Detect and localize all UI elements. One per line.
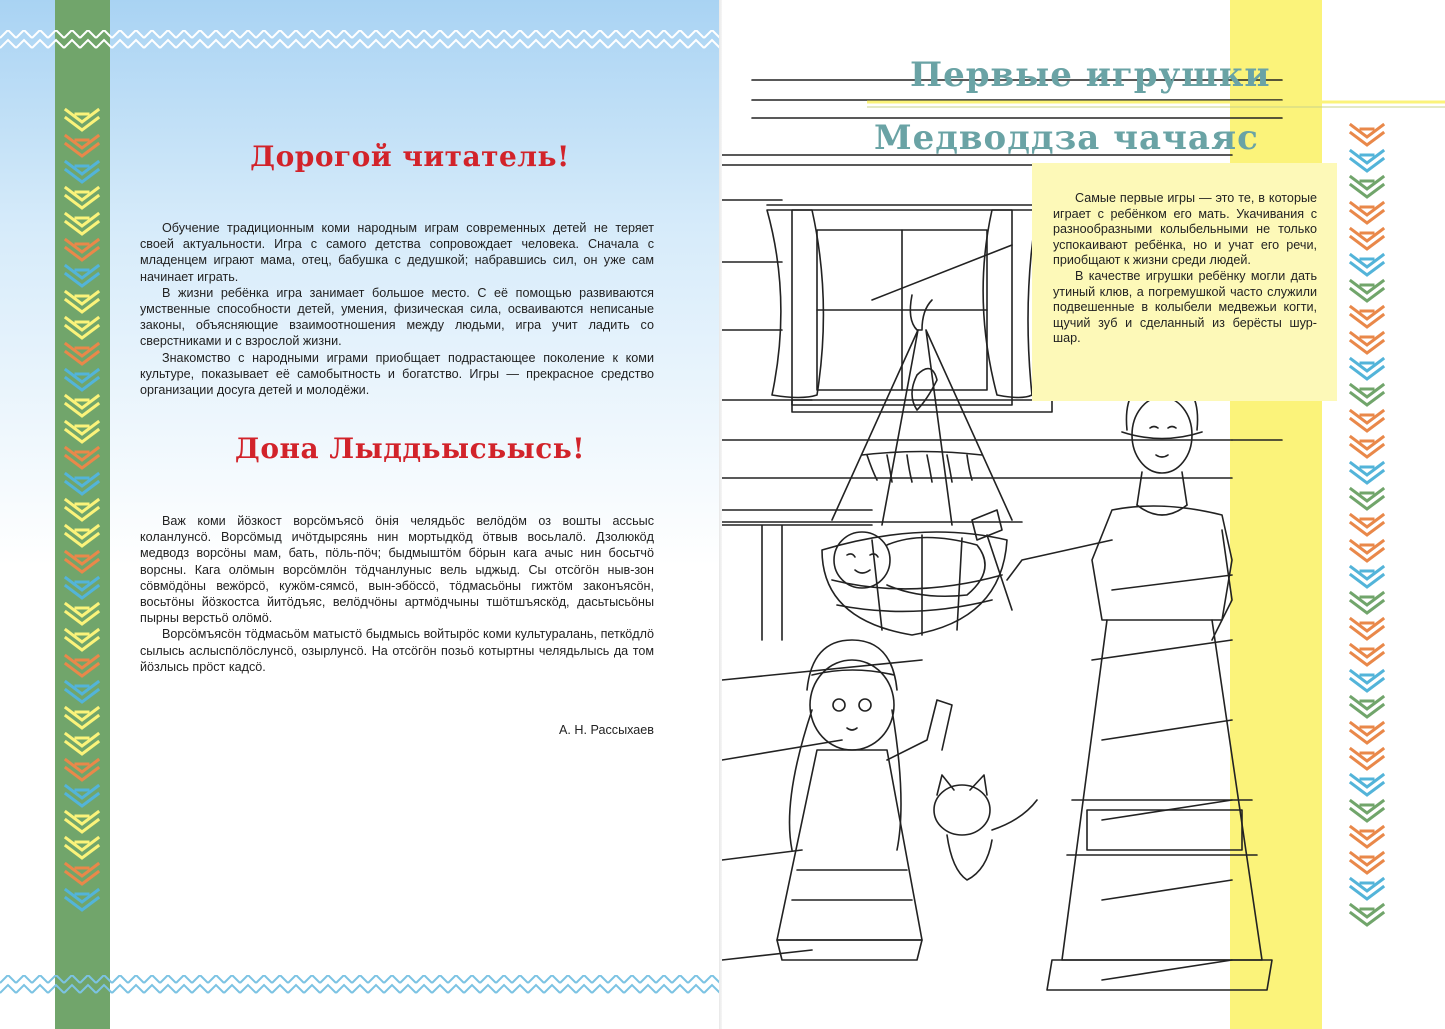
heading-russian: Дорогой читатель! [250, 140, 570, 173]
komi-paragraph: Ворсӧмъясӧн тӧдмасьӧм матыстӧ быдмысь войтырӧс коми культуралань, петкӧдлӧ сылысь аслыспӧлӧслунсӧ, озырлунсӧ. На отсӧгӧн позьӧ котыртны челядьлысь да том йӧзлысь прӧст кадсӧ. [140, 627, 654, 674]
left-page [0, 0, 722, 1029]
russian-text [140, 220, 654, 398]
info-paragraph: Самые первые игры — это те, в которые играет с ребёнком его мать. Укачивания с разнообразными колыбельными не только успокаивают ребёнка, но и учат его речи, приобщают к жизни среди людей. [1053, 191, 1317, 268]
title-russian: Первые игрушки [910, 55, 1271, 95]
right-page [722, 0, 1445, 1029]
russian-paragraph: В жизни ребёнка игра занимает большое место. С её помощью развиваются умственные способности детей, умения, физическая сила, осваиваются неписаные законы, объясняющие взаимоотношения между людьми, игра учит ладить со сверстниками и с взрослой жизни. [140, 285, 654, 349]
title-komi: Медводдза чачаяс [874, 118, 1259, 158]
wave-border-top [0, 30, 722, 60]
komi-paragraph: Важ коми йӧзкост ворсӧмъясӧ ӧнія челядьӧс велӧдӧм оз вошты ассьыс коланлунсӧ. Ворсӧмыд ичӧтдырсянь нин мортыдкӧд ӧтвыв восьлалӧ. Дзолюкӧд медводз ворсӧны мам, бать, пӧль-пӧч; быдмыштӧм бӧрын кага ачыс нин босьтчӧ ворсны. Кага олӧмын ворсӧмлӧн тӧдчанлуныс вель ыджыд. Сы отсӧгӧн ныв-зон сӧвмӧдӧны вежӧрсӧ, кужӧм-сямсӧ, вын-эбӧссӧ, тӧдмасьӧны гижтӧм законъясӧн, восьтӧны йӧзкостса йитӧдъяс, велӧдчӧны артмӧдчыны тшӧтшъяскӧд, дасьтысьӧны пырны верстьӧ олӧмӧ. [140, 514, 654, 626]
russian-paragraph: Знакомство с народными играми приобщает подрастающее поколение к коми культуре, показывает её самобытность и богатство. Игры — прекрасное средство организации досуга детей и молодёжи. [140, 350, 654, 398]
heading-komi: Дона Лыддьысьысь! [234, 432, 586, 465]
author: А. Н. Рассыхаев [559, 723, 654, 737]
info-paragraph: В качестве игрушки ребёнку могли дать утиный клюв, а погремушкой часто служили подвешенные в колыбели медвежьи когти, щучий зуб и сделанный из берёсты шур-шар. [1053, 268, 1317, 346]
russian-paragraph: Обучение традиционным коми народным играм современных детей не теряет своей актуальности. Игра с самого детства сопровождает человека. Сначала с младенцем играют мама, отец, бабушка с дедушкой; набравшись сил, он уже сам начинает играть. [140, 221, 654, 284]
komi-text [140, 513, 654, 675]
info-box-text [1053, 191, 1317, 347]
wave-border-bottom [0, 975, 722, 1005]
